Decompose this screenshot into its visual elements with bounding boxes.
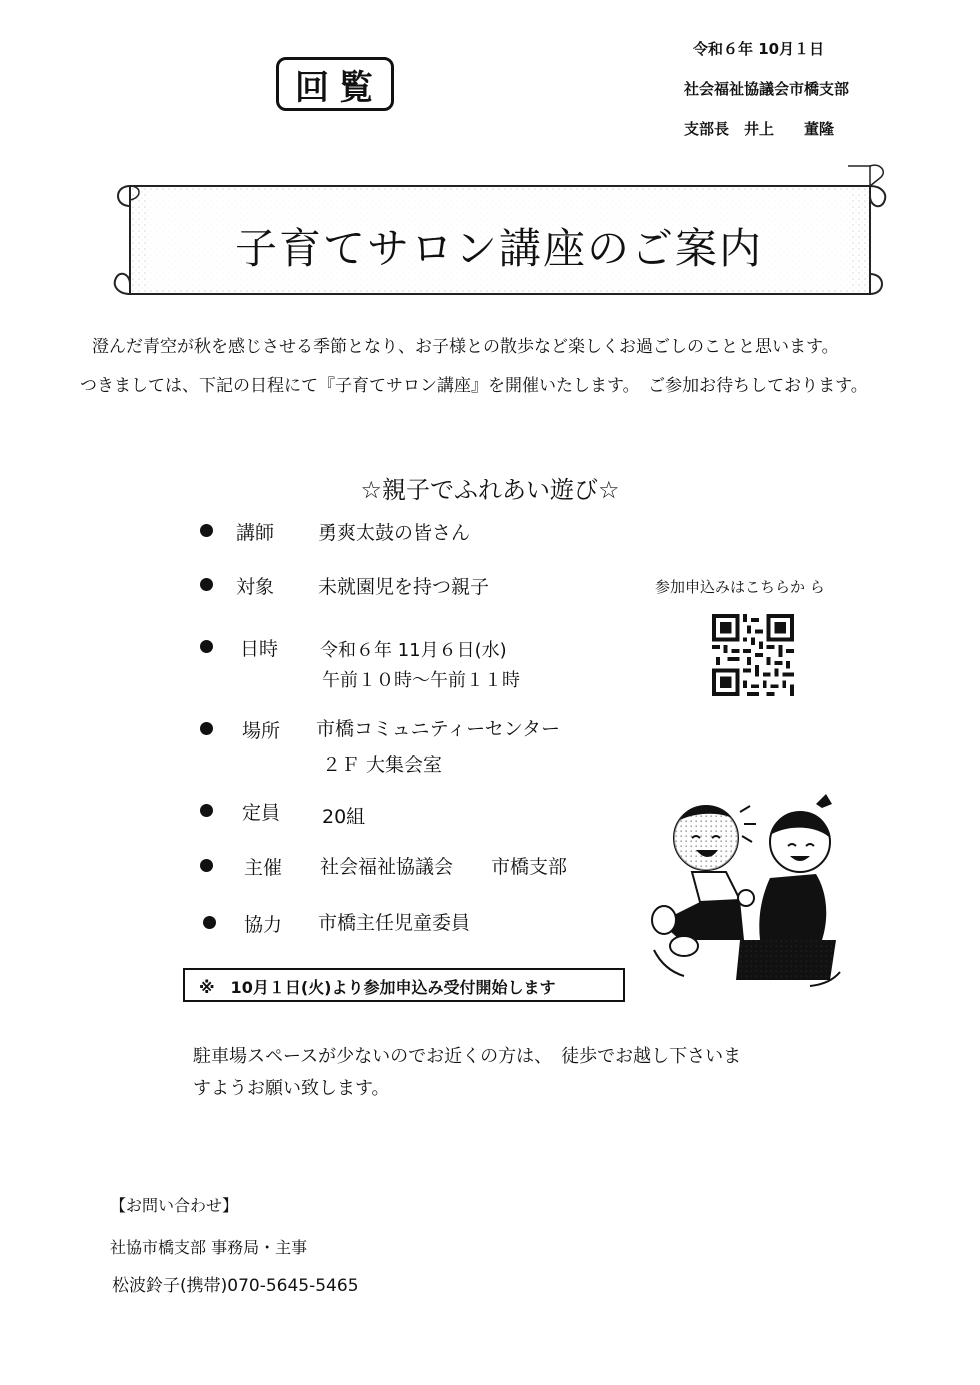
bullet-icon xyxy=(200,804,213,817)
parent-child-illustration xyxy=(640,790,850,1000)
detail-label-lecturer: 講師 xyxy=(236,522,275,544)
bullet-icon xyxy=(200,640,213,653)
detail-value-venue: 市橋コミュニティーセンター xyxy=(316,718,560,740)
detail-value-room: ２Ｆ 大集会室 xyxy=(322,754,443,776)
contact-person-phone[interactable]: 松波鈴子(携帯)070-5645-5465 xyxy=(112,1276,359,1296)
issue-date: 令和６年 10月１日 xyxy=(693,40,825,58)
registration-notice: ※ 10月１日(火)より参加申込み受付開始します xyxy=(183,968,625,1002)
bullet-icon xyxy=(203,916,216,929)
detail-value-target: 未就園児を持つ親子 xyxy=(318,576,490,598)
detail-label-capacity: 定員 xyxy=(242,802,281,824)
bullet-icon xyxy=(200,859,213,872)
bullet-icon xyxy=(200,578,213,591)
parking-note-line-2: すようお願い致します。 xyxy=(193,1078,390,1099)
bullet-icon xyxy=(200,722,213,735)
qr-caption: 参加申込みはこちらか ら xyxy=(655,578,825,596)
contact-office: 社協市橋支部 事務局・主事 xyxy=(110,1238,308,1257)
bullet-icon xyxy=(200,524,213,537)
parking-note-line-1: 駐車場スペースが少ないのでお近くの方は、 徒歩でお越し下さいま xyxy=(193,1046,742,1067)
intro-line-2: つきましては、下記の日程にて『子育てサロン講座』を開催いたします。 ご参加お待ちしております。 xyxy=(80,376,868,396)
qr-code-icon[interactable] xyxy=(712,614,794,696)
detail-value-capacity: 20組 xyxy=(322,806,366,828)
circular-stamp: 回覧 xyxy=(276,57,394,111)
detail-label-organizer: 主催 xyxy=(244,857,283,879)
event-title: 子育てサロン講座のご案内 xyxy=(234,224,763,273)
event-subtitle: ☆親子でふれあい遊び☆ xyxy=(360,476,620,504)
title-banner xyxy=(108,158,890,308)
branch-chief: 支部長 井上 董隆 xyxy=(684,120,835,138)
detail-label-datetime: 日時 xyxy=(240,638,279,660)
detail-label-target: 対象 xyxy=(236,576,275,598)
detail-value-cooperation: 市橋主任児童委員 xyxy=(318,912,471,934)
detail-label-venue: 場所 xyxy=(242,720,281,742)
detail-value-organizer: 社会福祉協議会 市橋支部 xyxy=(320,856,568,878)
detail-value-time: 午前１０時〜午前１１時 xyxy=(322,670,520,691)
detail-value-date: 令和６年 11月６日(水) xyxy=(320,640,507,661)
intro-line-1: 澄んだ青空が秋を感じさせる季節となり、お子様との散歩など楽しくお過ごしのことと思います。 xyxy=(92,337,839,357)
contact-heading: 【お問い合わせ】 xyxy=(110,1196,239,1215)
issuing-organization: 社会福祉協議会市橋支部 xyxy=(684,80,850,98)
detail-value-lecturer: 勇爽太鼓の皆さん xyxy=(318,522,471,544)
detail-label-cooperation: 協力 xyxy=(244,914,283,936)
